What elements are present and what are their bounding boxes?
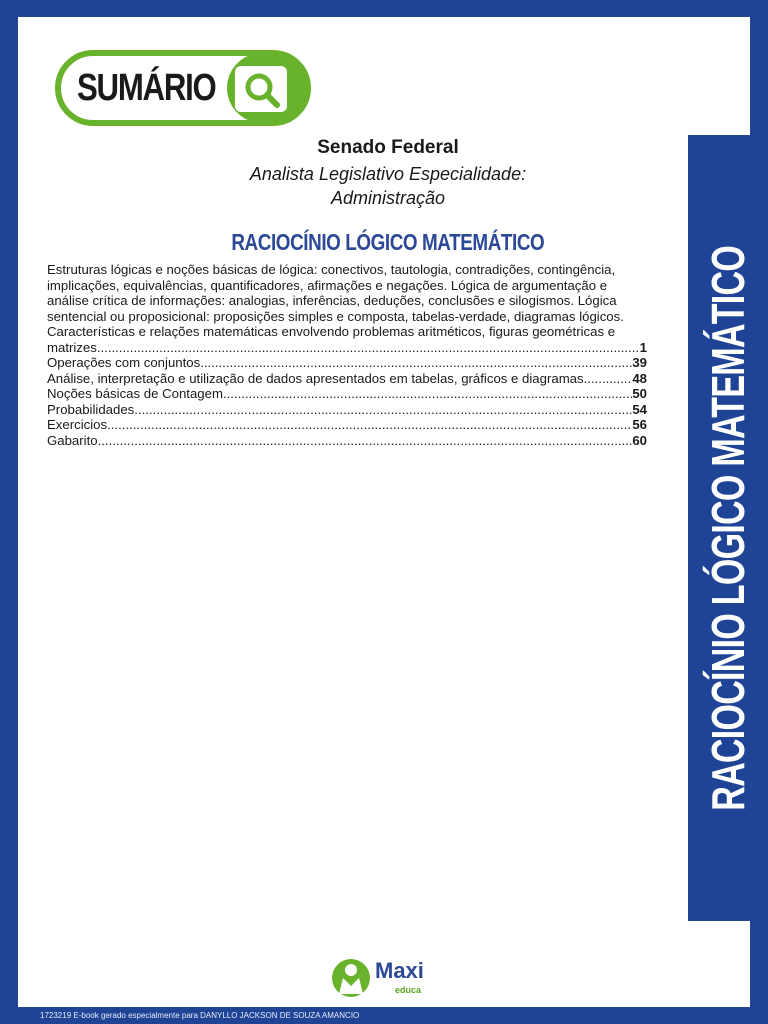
toc-entry[interactable] <box>47 340 647 356</box>
toc-entry[interactable] <box>47 417 647 433</box>
position-title <box>18 162 758 210</box>
badge-label: SUMÁRIO <box>77 67 216 109</box>
footer-note: 1723219 E-book gerado especialmente para DANYLLO JACKSON DE SOUZA AMANCIO <box>40 1011 360 1020</box>
toc-entry[interactable] <box>47 386 647 402</box>
toc-entry-page: 50 <box>632 386 647 401</box>
section-title-text: RACIOCÍNIO LÓGICO MATEMÁTICO <box>231 229 545 255</box>
toc-entry[interactable] <box>47 371 647 387</box>
toc-entry-page: 48 <box>632 370 647 386</box>
toc-entry-leader <box>107 417 632 433</box>
toc-entry-page: 56 <box>632 417 647 432</box>
side-ribbon-text: RACIOCÍNIO LÓGICO MATEMÁTICO <box>702 245 754 811</box>
toc-entry[interactable] <box>47 433 647 449</box>
toc-entry-title: Probabilidades <box>47 401 135 417</box>
toc-entry-leader <box>223 386 632 402</box>
side-ribbon-label <box>688 135 768 921</box>
toc-entry-title: Análise, interpretação e utilização de dados apresentados em tabelas, gráficos e diagramas <box>47 370 584 386</box>
page <box>18 17 754 1007</box>
maxi-educa-logo <box>331 958 441 1004</box>
toc-entry-leader <box>200 355 632 371</box>
toc-entry-leader <box>134 402 632 418</box>
position-line-1: Analista Legislativo Especialidade: <box>249 164 527 184</box>
toc-list <box>47 340 647 449</box>
logo-name: Maxi <box>375 958 424 983</box>
toc-entry-page: 1 <box>639 339 647 355</box>
organization-name: Senado Federal <box>317 137 459 158</box>
toc-entry-title: matrizes <box>47 339 97 355</box>
sumario-badge <box>55 50 311 126</box>
section-title <box>18 229 758 256</box>
magnifier-icon <box>227 53 308 123</box>
toc-entry-leader <box>584 371 633 387</box>
toc-entry-page: 60 <box>632 432 647 448</box>
toc-entry-page: 39 <box>632 355 647 370</box>
table-of-contents <box>47 262 647 448</box>
toc-entry-title: Gabarito <box>47 432 98 448</box>
toc-entry-leader <box>97 340 640 356</box>
toc-entry[interactable] <box>47 355 647 371</box>
toc-entry-title: Noções básicas de Contagem <box>47 386 223 401</box>
maxi-person-icon <box>331 958 375 998</box>
toc-intro: Estruturas lógicas e noções básicas de lógica: conectivos, tautologia, contradições, contingência, implicações, equivalências, quantificadores, afirmações e negações. Lógica de argumentação e análise crítica de informações: analogias, inferências, deduções, conclusões e silogismos. Lógica sentencial ou proposicional: proposições simples e composta, tabelas-verdade, diagramas lógicos. Características e relações matemáticas envolvendo problemas aritméticos, figuras geométricas e <box>47 262 624 339</box>
toc-entry-title: Operações com conjuntos <box>47 355 201 370</box>
toc-entry-leader <box>98 433 633 449</box>
toc-entry-page: 54 <box>632 401 647 417</box>
position-line-2: Administração <box>330 188 446 208</box>
toc-entry-title: Exercicios <box>47 417 108 432</box>
side-ribbon <box>688 135 768 921</box>
toc-entry[interactable] <box>47 402 647 418</box>
logo-subtitle: educa <box>395 985 422 995</box>
